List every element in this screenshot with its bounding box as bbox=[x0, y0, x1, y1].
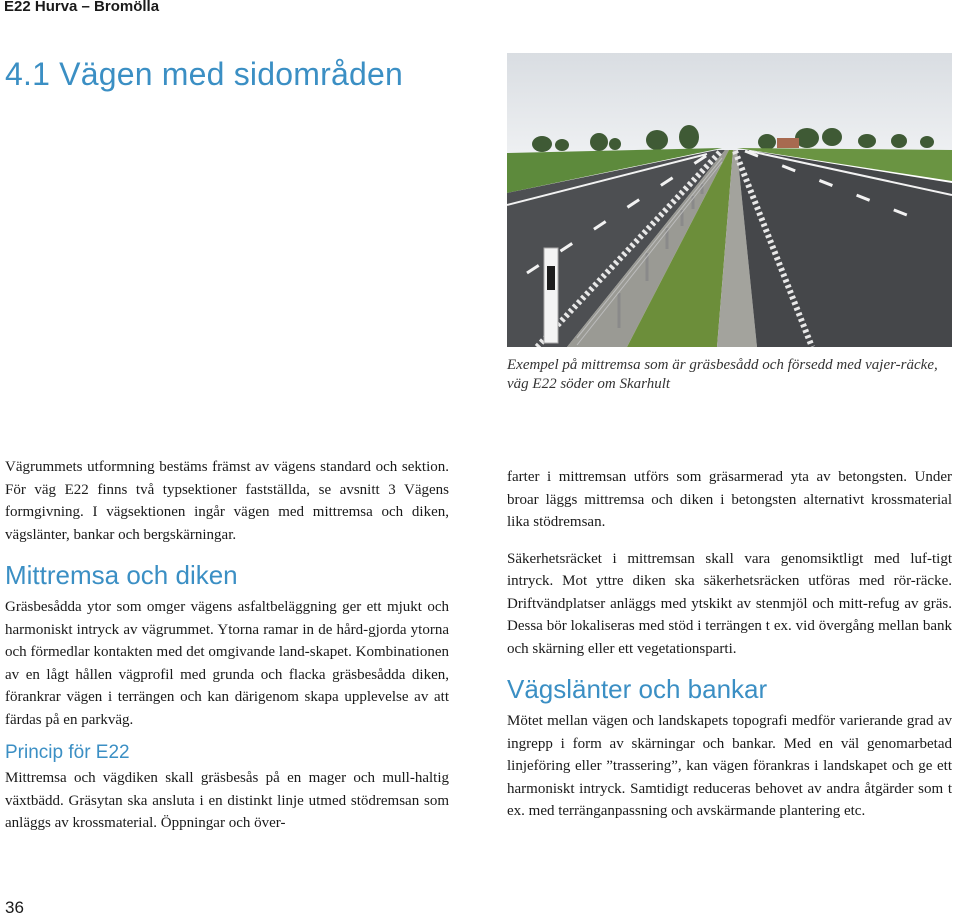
intro-paragraph: Vägrummets utformning bestäms främst av vägens standard och sektion. För väg E22 finns två typsektioner fastställda, se avsnitt 3 Vägens formgivning. I vägsektionen ingår vägen med mittremsa och diken, vägslänter, bankar och bergskärningar. bbox=[5, 459, 449, 543]
section-heading-mittremsa: Mittremsa och diken bbox=[5, 560, 238, 590]
vagslanter-paragraph: Mötet mellan vägen och landskapets topografi medför varierande grad av ingrepp i form av skärningar och bankar. Med en väl genomarbetad linjeföring eller ”trassering”, kan vägen förankras i landskapet och ge ett harmoniskt intryck. Samtidigt reduceras behovet av andra åtgärder som t ex. med terränganpassning och avskärmande plantering etc. bbox=[507, 713, 952, 819]
safety-barrier-paragraph: Säkerhetsräcket i mittremsan skall vara genomsiktligt med luf-tigt intryck. Mot yttre diken ska säkerhetsräcken utföras med rör-räcke. Driftvändplatser anläggs med ytskikt av stenmjöl och mitt-refug av gräs. Dessa bör lokaliseras med stöd i terrängen t ex. vid övergång mellan bank och skärning eller ett vegetationsparti. bbox=[507, 550, 952, 657]
chapter-title: 4.1 Vägen med sidområden bbox=[5, 56, 403, 92]
page-number: 36 bbox=[5, 898, 24, 917]
principle-paragraph: Mittremsa och vägdiken skall gräsbesås på en mager och mull-haltig växtbädd. Gräsytan ska ansluta i en distinkt linje utmed stödremsan som anläggs av krossmaterial. Öppningar och över- bbox=[5, 770, 449, 831]
mittremsa-paragraph: Gräsbesådda ytor som omger vägens asfaltbeläggning ger ett mjukt och harmoniskt intryck av vägrummet. Ytorna ramar in de hård-gjorda ytorna och förmedlar kontakten med det omgivande land-skapet. Kombinationen av en lågt hållen vägprofil med grunda och flacka gräsbesådda diken, förankrar vägen i terrängen och kan därigenom skapa upplevelse av att färdas på en parkväg. bbox=[5, 599, 449, 728]
running-header: E22 Hurva – Bromölla bbox=[4, 0, 160, 15]
continuation-paragraph: farter i mittremsan utförs som gräsarmerad yta av betongsten. Under broar läggs mittremsa och diken i betongsten alternativt krossmaterial lika stödremsan. bbox=[507, 469, 952, 530]
road-photo bbox=[507, 53, 952, 347]
photo-caption: Exempel på mittremsa som är gräsbesådd och försedd med vajer-räcke, väg E22 söder om Skarhult bbox=[507, 357, 938, 392]
left-column bbox=[5, 456, 449, 835]
right-column bbox=[507, 466, 952, 823]
principle-heading: Princip för E22 bbox=[5, 742, 130, 763]
section-heading-vagslanter: Vägslänter och bankar bbox=[507, 674, 768, 704]
